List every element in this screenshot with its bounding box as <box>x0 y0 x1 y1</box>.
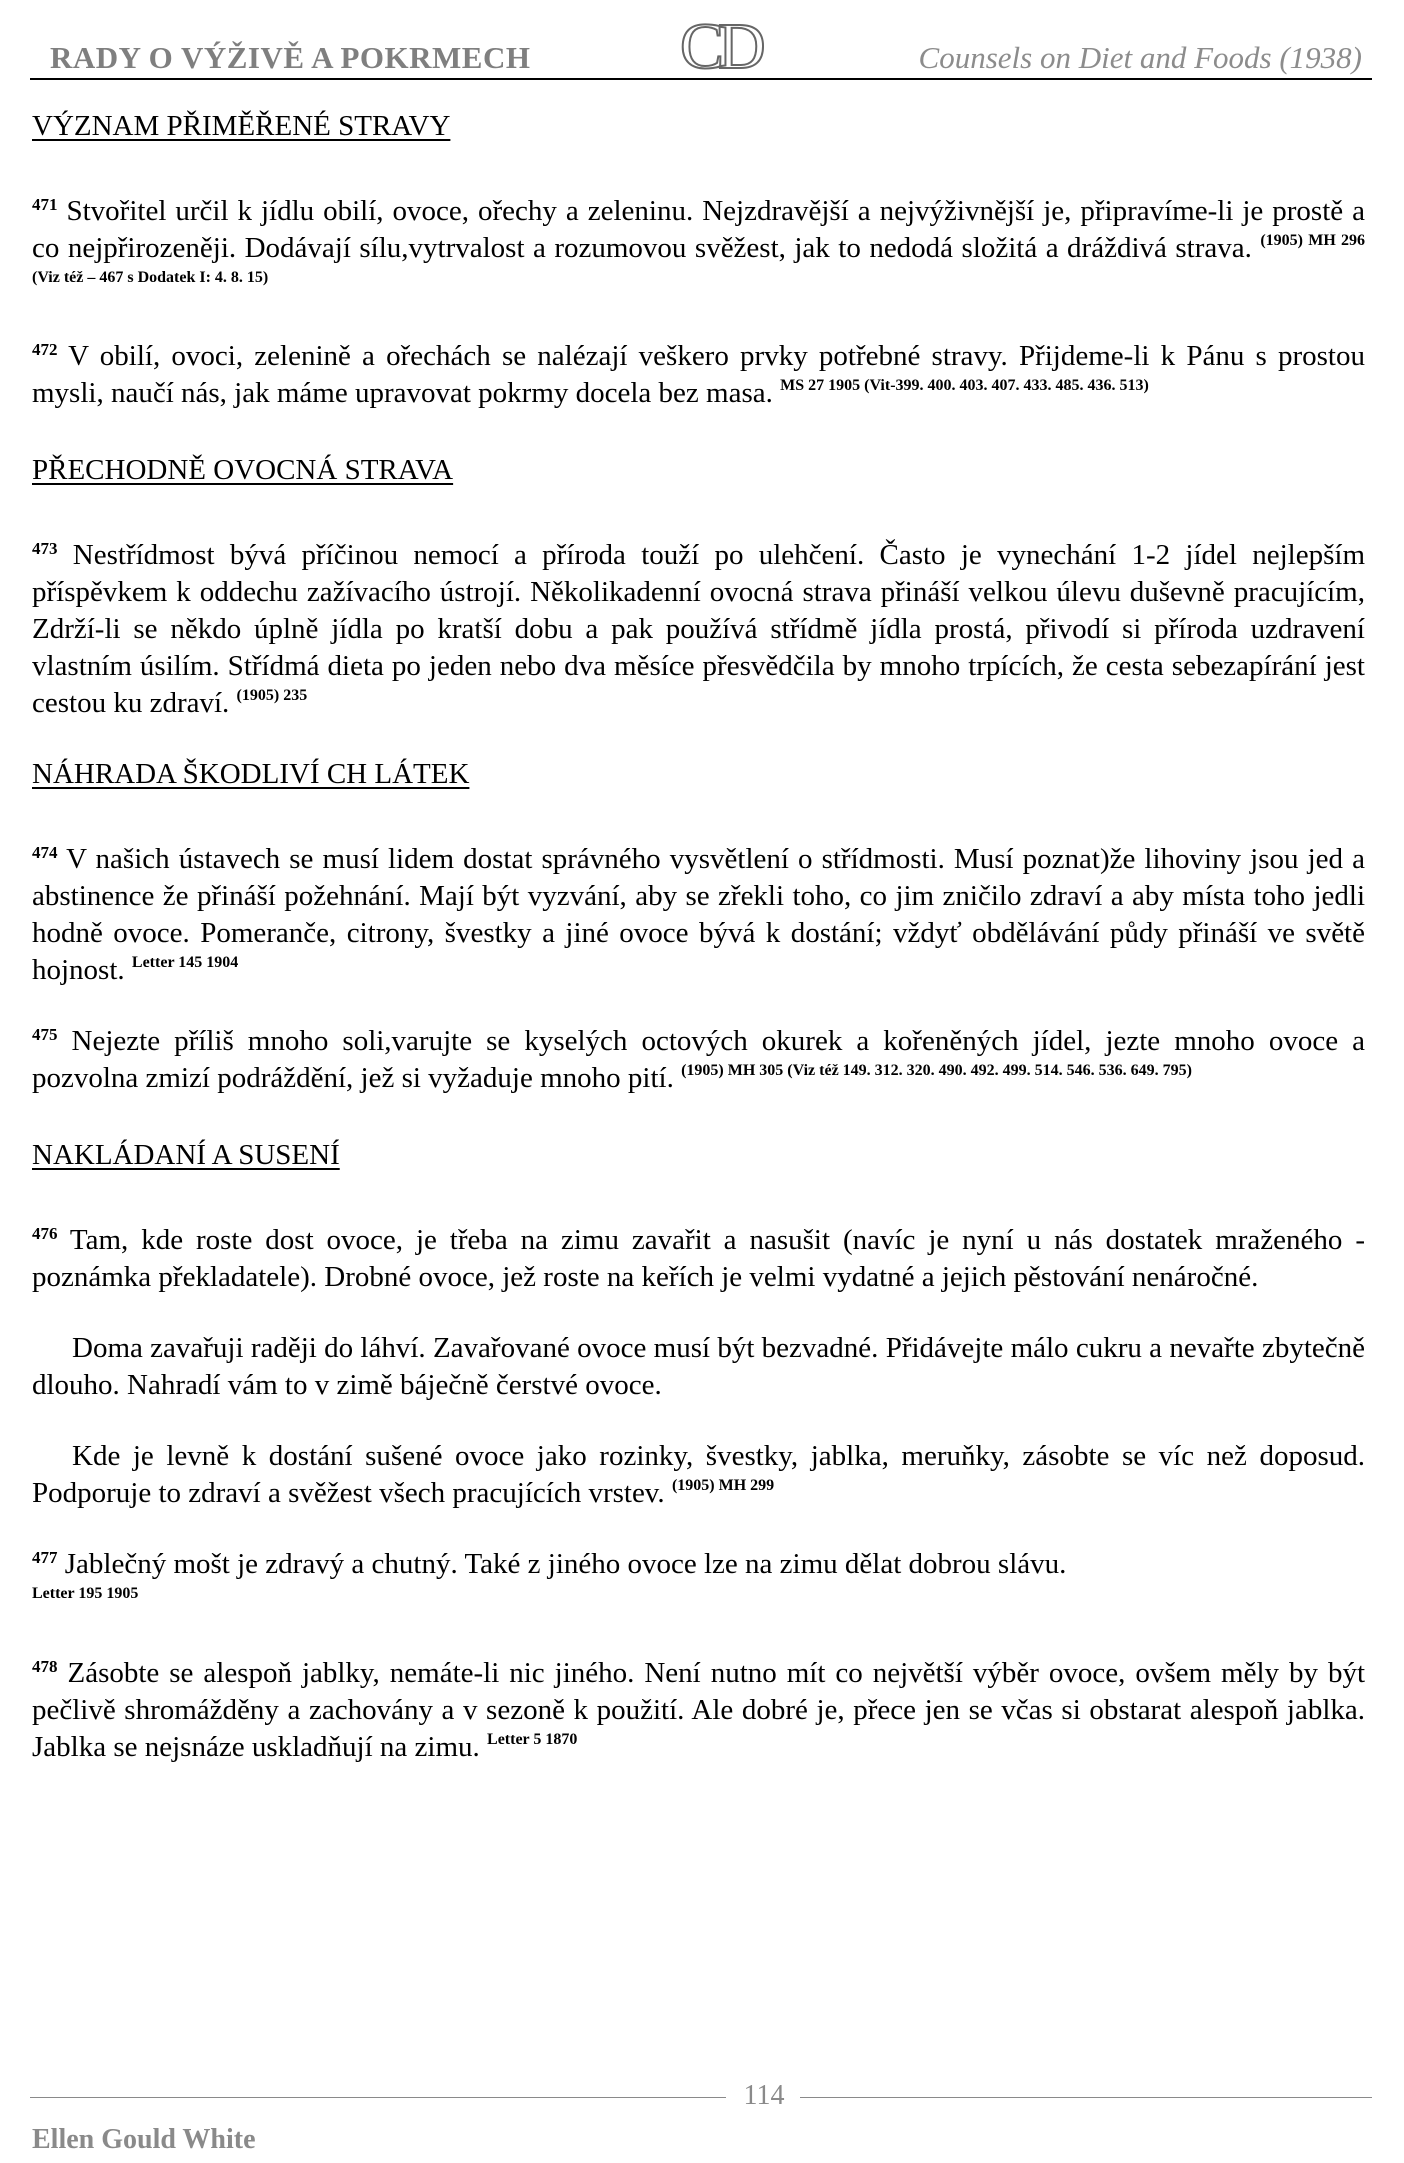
paragraph-text: V obilí, ovoci, zelenině a ořechách se nalézají veškero prvky potřebné stravy. Přijdeme-li k Pánu s prostou mysli, naučí nás, jak máme upravovat pokrmy docela bez masa. <box>32 340 1365 409</box>
section-heading: VÝZNAM PŘIMĚŘENÉ STRAVY <box>32 110 451 142</box>
paragraph-reference: Letter 195 1905 <box>32 1585 139 1602</box>
section-heading: NAKLÁDANÍ A SUSENÍ <box>32 1139 340 1171</box>
page-footer <box>30 2080 1372 2160</box>
paragraph-number: 475 <box>32 1025 58 1044</box>
paragraph-text: Jablečný mošt je zdravý a chutný. Také z jiného ovoce lze na zimu dělat dobrou slávu. <box>64 1548 1067 1580</box>
paragraph-number: 476 <box>32 1224 58 1243</box>
paragraph-476-continued <box>32 1438 1365 1512</box>
page-content <box>32 100 1365 1800</box>
page-number: 114 <box>743 2080 785 2111</box>
header-rule <box>30 78 1372 80</box>
paragraph-reference: (1905) MH 296 (Viz též – 467 s Dodatek I: 4. 8. 15) <box>32 232 1365 286</box>
paragraph-text: Stvořitel určil k jídlu obilí, ovoce, ořechy a zeleninu. Nejzdravější a nejvýživnější je, připravíme-li je prostě a co nejpřirozeněji. Dodávají sílu,vytrvalost a rozumovou svěžest, jak to nedodá složitá a dráždivá strava. <box>32 195 1365 264</box>
paragraph-number: 471 <box>32 195 58 214</box>
paragraph-number: 474 <box>32 843 58 862</box>
paragraph-reference: Letter 145 1904 <box>131 954 239 971</box>
paragraph-475 <box>32 1023 1365 1097</box>
page-header <box>30 10 1372 83</box>
paragraph-number: 477 <box>32 1548 58 1567</box>
footer-rule-right <box>800 2097 1372 2098</box>
header-book-title-czech: RADY O VÝŽIVĚ A POKRMECH <box>50 40 531 75</box>
paragraph-text: Zásobte se alespoň jablky, nemáte-li nic jiného. Není nutno mít co největší výběr ovoce, ovšem měly by být pečlivě shromážděny a zachovány a v sezoně k použití. Ale dobré je, přece jen se včas si obstarat alespoň jablka. Jablka se nejsnáze uskladňují na zimu. <box>32 1657 1366 1763</box>
paragraph-476-continued <box>32 1330 1365 1404</box>
paragraph-478 <box>32 1655 1365 1766</box>
footer-rule-left <box>30 2097 726 2098</box>
paragraph-reference: (1905) 235 <box>236 687 308 704</box>
paragraph-471 <box>32 193 1365 304</box>
paragraph-text: Nestřídmost bývá příčinou nemocí a příroda touží po ulehčení. Často je vynechání 1-2 jídel nejlepším příspěvkem k oddechu zažívacího ústrojí. Několikadenní ovocná strava přináší velkou úlevu duševně pracujícím, Zdrží-li se někdo úplně jídla po kratší dobu a pak používá střídmě jídla prostá, přivodí si příroda uzdravení vlastním úsilím. Střídmá dieta po jeden nebo dva měsíce přesvědčila by mnoho trpících, že cesta sebezapírání jest cestou ku zdraví. <box>32 539 1365 719</box>
paragraph-474 <box>32 841 1365 989</box>
paragraph-text: Doma zavařuji raději do láhví. Zavařované ovoce musí být bezvadné. Přidávejte málo cukru a nevařte zbytečně dlouho. Nahradí vám to v zimě báječně čerstvé ovoce. <box>32 1332 1365 1401</box>
paragraph-number: 478 <box>32 1657 58 1676</box>
paragraph-number: 472 <box>32 340 58 359</box>
paragraph-473 <box>32 537 1365 722</box>
footer-author: Ellen Gould White <box>32 2124 256 2155</box>
header-book-title-english: Counsels on Diet and Foods (1938) <box>918 40 1362 75</box>
paragraph-476 <box>32 1222 1365 1296</box>
paragraph-number: 473 <box>32 539 58 558</box>
paragraph-text: V našich ústavech se musí lidem dostat správného vysvětlení o střídmosti. Musí poznat)že lihoviny jsou jed a abstinence že přináší požehnání. Mají být vyzvání, aby se zřekli toho, co jim zničilo zdraví a aby místa toho jedli hodně ovoce. Pomeranče, citrony, švestky a jiné ovoce bývá k dostání; vždyť obdělávání půdy přináší ve světě hojnost. <box>32 843 1365 986</box>
paragraph-text: Nejezte příliš mnoho soli,varujte se kyselých octových okurek a kořeněných jídel, jezte mnoho ovoce a pozvolna zmizí podráždění, jež si vyžaduje mnoho pití. <box>32 1025 1365 1094</box>
paragraph-477 <box>32 1546 1365 1605</box>
paragraph-text: Kde je levně k dostání sušené ovoce jako rozinky, švestky, jablka, meruňky, zásobte se víc než doposud. Podporuje to zdraví a svěžest všech pracujících vrstev. <box>32 1440 1365 1509</box>
paragraph-reference: Letter 5 1870 <box>487 1731 578 1748</box>
section-heading: NÁHRADA ŠKODLIVÍ CH LÁTEK <box>32 758 470 790</box>
header-logo: CD <box>680 10 760 83</box>
paragraph-reference: (1905) MH 299 <box>671 1477 775 1494</box>
paragraph-472 <box>32 338 1365 412</box>
paragraph-reference: MS 27 1905 (Vit-399. 400. 403. 407. 433. 485. 436. 513) <box>780 377 1149 394</box>
paragraph-reference: (1905) MH 305 (Viz též 149. 312. 320. 490. 492. 499. 514. 546. 536. 649. 795) <box>681 1062 1192 1079</box>
section-heading: PŘECHODNĚ OVOCNÁ STRAVA <box>32 454 454 486</box>
paragraph-text: Tam, kde roste dost ovoce, je třeba na zimu zavařit a nasušit (navíc je nyní u nás dostatek mraženého - poznámka překladatele). Drobné ovoce, jež roste na keřích je velmi vydatné a jejich pěstování nenáročné. <box>32 1224 1365 1293</box>
